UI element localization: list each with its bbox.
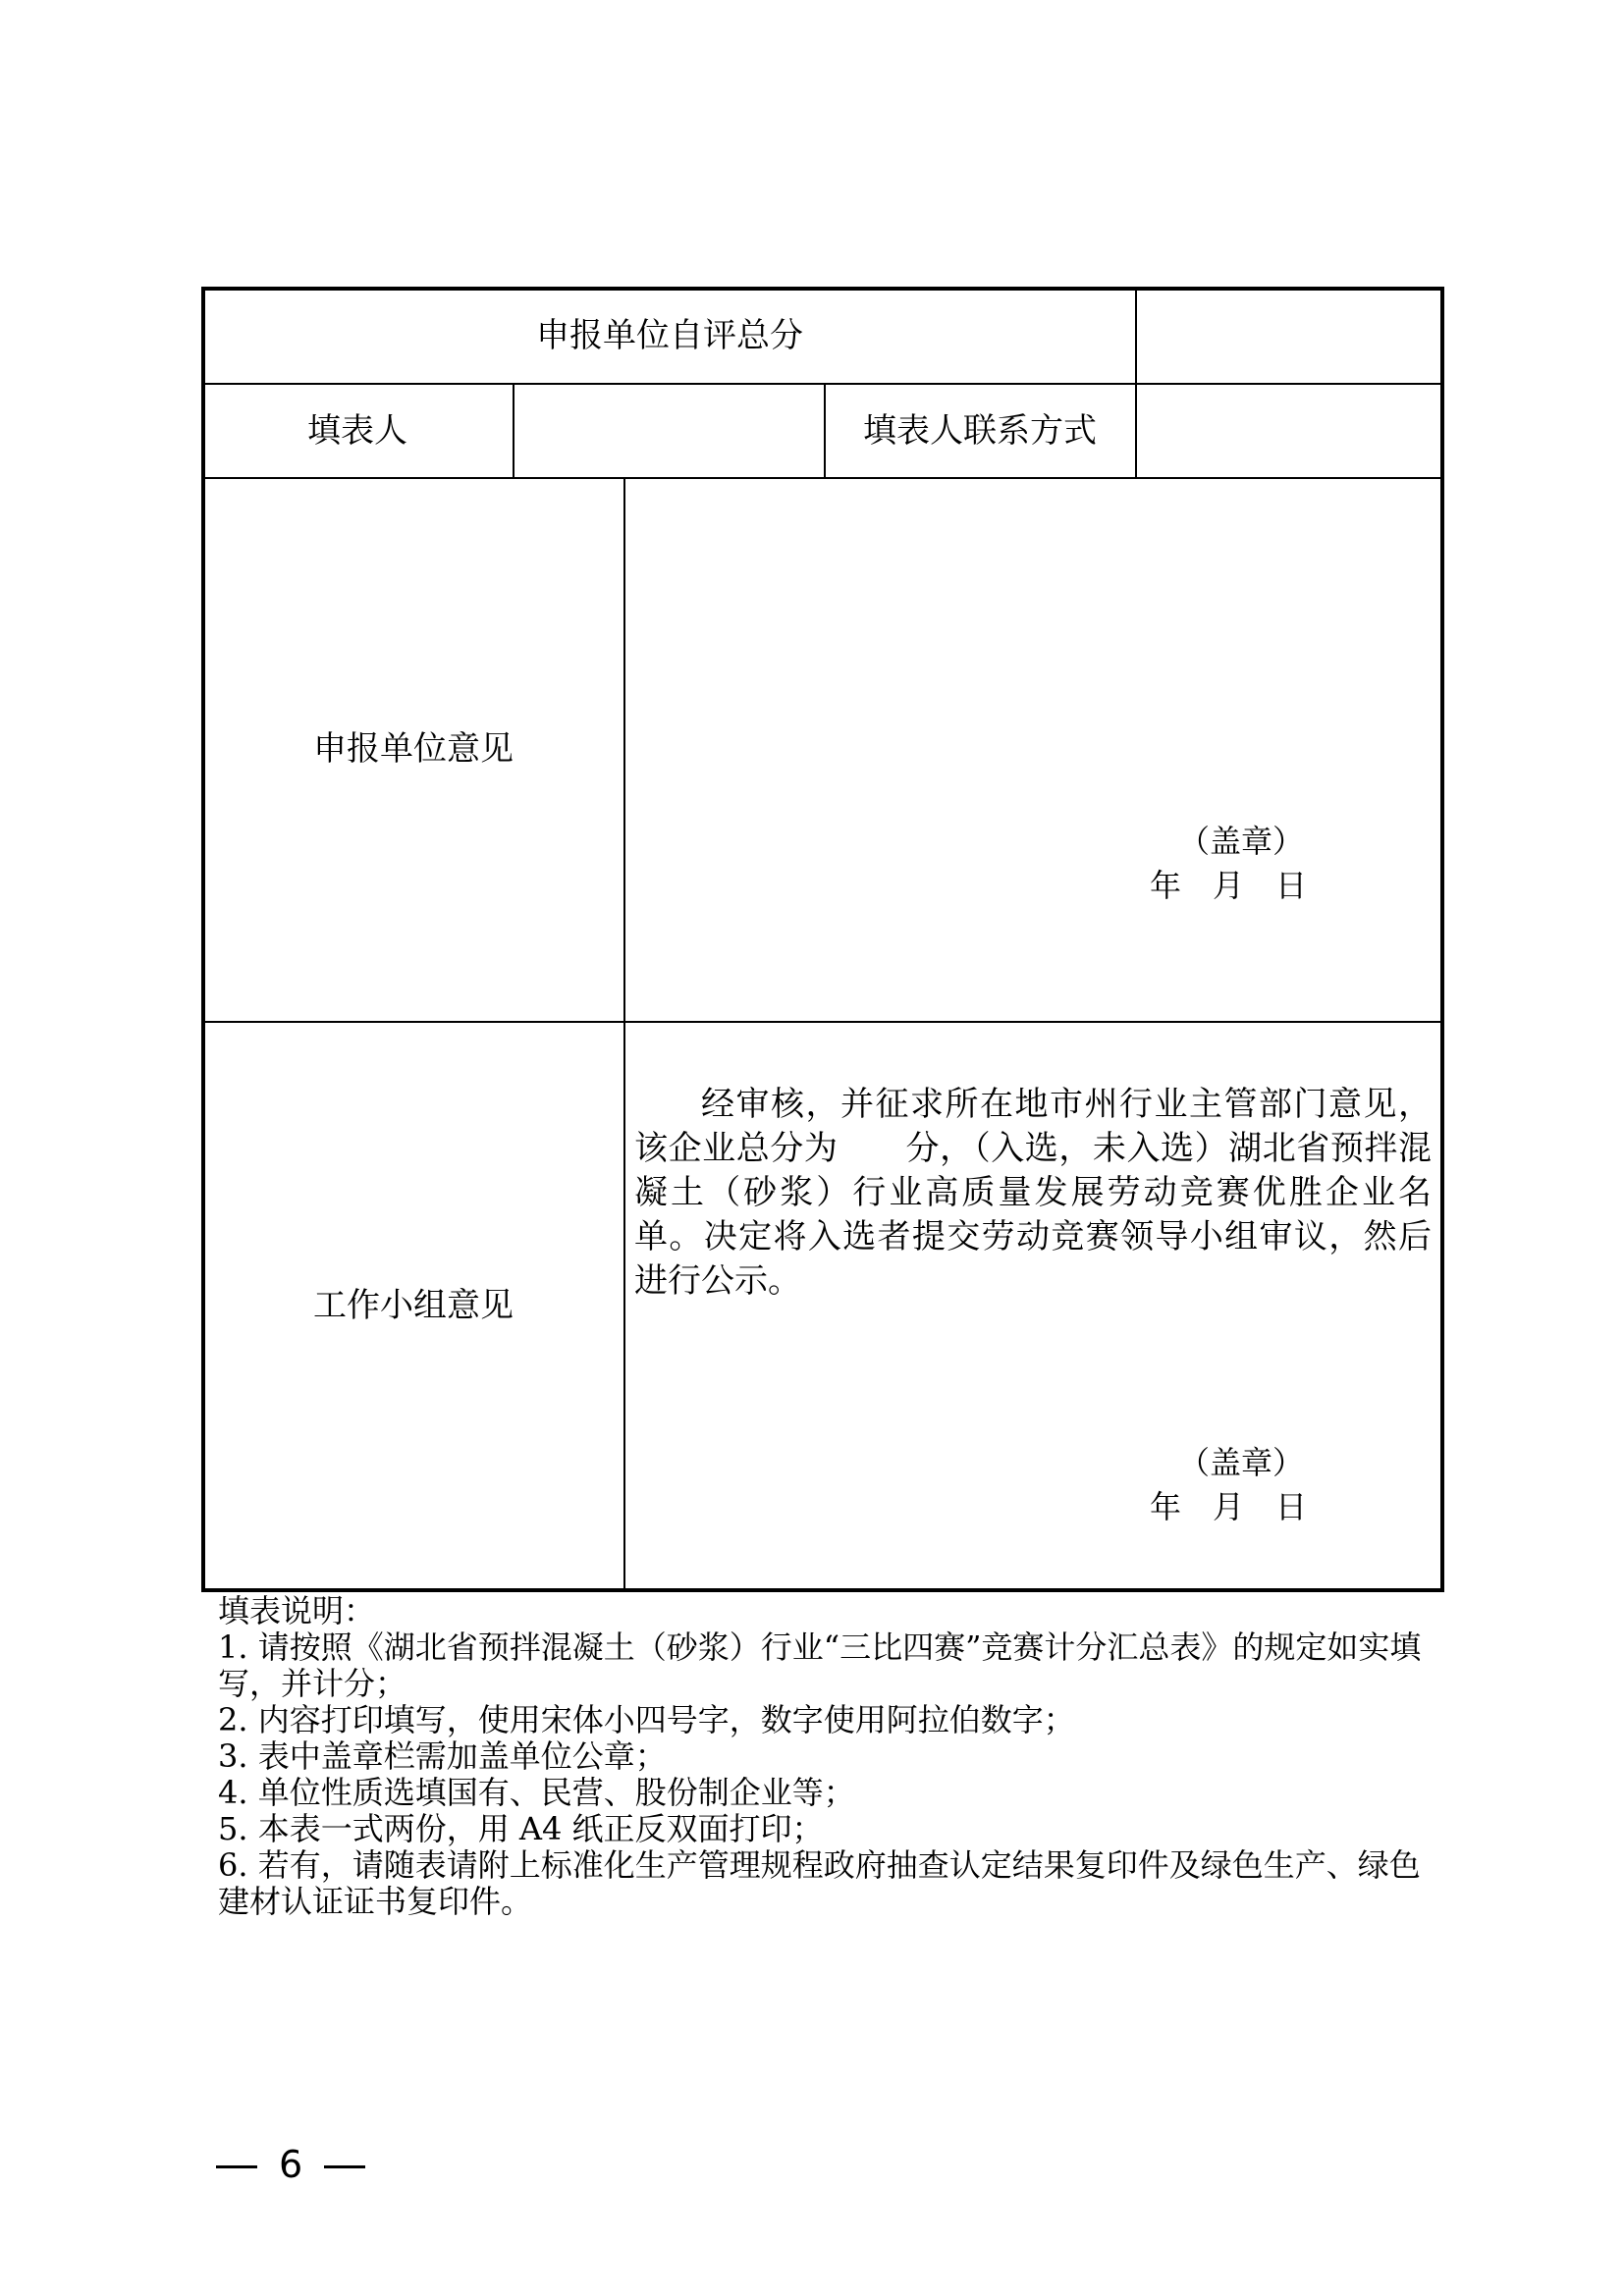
form-notes [218, 1593, 1432, 1920]
workgroup-stamp: （盖章） [1178, 1444, 1305, 1481]
notes-item: 6. 若有，请随表请附上标准化生产管理规程政府抽查认定结果复印件及绿色生产、绿色建材认证证书复印件。 [218, 1846, 1421, 1920]
workgroup-opinion-text [634, 1083, 1432, 1304]
column-divider [623, 477, 625, 1592]
workgroup-opinion-label: 工作小组意见 [313, 1286, 514, 1325]
filler-value[interactable] [569, 411, 766, 451]
self-score-value[interactable] [1191, 316, 1387, 355]
applicant-opinion-label: 申报单位意见 [313, 729, 514, 769]
contact-value[interactable] [1191, 411, 1387, 451]
notes-title: 填表说明： [218, 1592, 376, 1629]
row-divider [201, 383, 1444, 385]
form-table [201, 287, 1444, 1592]
notes-item: 4. 单位性质选填国有、民营、股份制企业等； [218, 1774, 855, 1811]
column-divider [824, 383, 826, 479]
filler-label: 填表人 [307, 411, 407, 451]
self-score-label: 申报单位自评总分 [536, 316, 803, 355]
notes-item: 5. 本表一式两份，用 A4 纸正反双面打印； [218, 1810, 824, 1847]
workgroup-opinion-paragraph: 经审核，并征求所在地市州行业主管部门意见，该企业总分为 分，（入选，未入选）湖北省预拌混凝土（砂浆）行业高质量发展劳动竞赛优胜企业名单。决定将入选者提交劳动竞赛领导小组审议，然后进行公示。 [634, 1085, 1432, 1301]
applicant-date: 年 月 日 [1150, 867, 1308, 904]
dash-left [216, 2165, 257, 2168]
workgroup-date: 年 月 日 [1150, 1488, 1308, 1525]
notes-item: 3. 表中盖章栏需加盖单位公章； [218, 1737, 667, 1775]
contact-label: 填表人联系方式 [863, 411, 1097, 451]
column-divider [513, 383, 514, 479]
notes-item: 2. 内容打印填写，使用宋体小四号字，数字使用阿拉伯数字； [218, 1701, 1075, 1738]
page-number-value: 6 [279, 2143, 303, 2186]
column-divider [1135, 287, 1137, 479]
page-number [216, 2143, 365, 2186]
row-divider [201, 1021, 1444, 1023]
row-divider [201, 477, 1444, 479]
notes-item: 1. 请按照《湖北省预拌混凝土（砂浆）行业“三比四赛”竞赛计分汇总表》的规定如实填写，并计分； [218, 1629, 1422, 1702]
applicant-stamp: （盖章） [1178, 823, 1305, 860]
dash-right [324, 2165, 365, 2168]
